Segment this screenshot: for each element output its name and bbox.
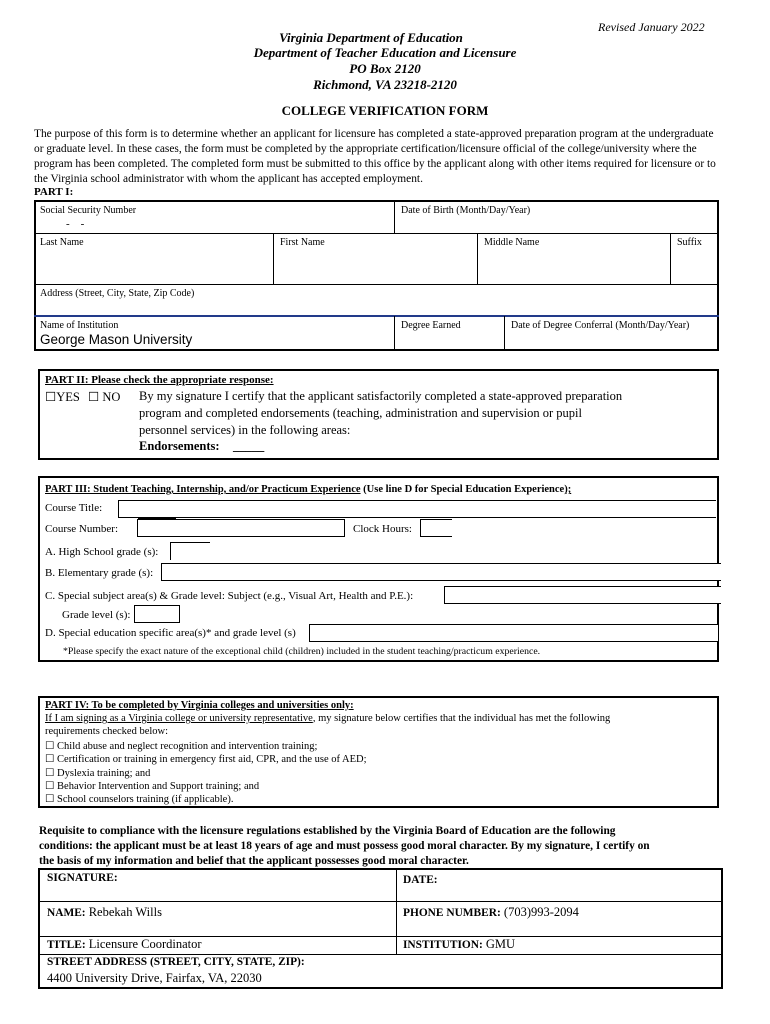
grade-level-label: Grade level (s): (62, 609, 131, 621)
endorsements-field[interactable]: _____ (233, 439, 265, 453)
middle-name-label: Middle Name (484, 237, 540, 248)
grade-level-field[interactable] (134, 605, 180, 623)
part4-item-dyslexia[interactable]: ☐ Dyslexia training; and (45, 768, 151, 779)
header-department: Department of Teacher Education and Licensure (253, 45, 517, 60)
part4-intro-2: requirements checked below: (45, 726, 169, 737)
last-name-label: Last Name (40, 237, 84, 248)
part4-intro-underlined: If I am signing as a Virginia college or university representative (45, 713, 313, 724)
high-school-label: A. High School grade (s): (45, 546, 159, 558)
title-label: TITLE: (47, 939, 86, 951)
part3-title-end: ); (564, 484, 572, 495)
elementary-field[interactable] (161, 563, 721, 581)
street-address-field[interactable]: 4400 University Drive, Fairfax, VA, 22030 (47, 971, 262, 985)
part4-item-first-aid[interactable]: ☐ Certification or training in emergency first aid, CPR, and the use of AED; (45, 754, 367, 765)
course-number-field[interactable] (137, 519, 345, 537)
name-label: NAME: (47, 907, 86, 919)
yes-checkbox[interactable]: ☐YES (45, 390, 80, 404)
title-row (47, 937, 202, 952)
form-title: COLLEGE VERIFICATION FORM (281, 103, 489, 118)
conferral-date-label: Date of Degree Conferral (Month/Day/Year) (511, 320, 690, 331)
institution-row (403, 937, 515, 952)
signature-label: SIGNATURE: (47, 872, 118, 884)
phone-label: PHONE NUMBER: (403, 907, 501, 919)
address-label: Address (Street, City, State, Zip Code) (40, 288, 195, 299)
revised-date: Revised January 2022 (598, 20, 705, 34)
part3-title-main: PART III: Student Teaching, Internship, and/or Practicum Experience (45, 484, 361, 495)
part3-title-note: (Use line D for Special Education Experience (360, 484, 565, 495)
high-school-field[interactable] (170, 542, 210, 560)
course-title-field[interactable] (118, 500, 716, 518)
part3-note: *Please specify the exact nature of the exceptional child (children) included in the student teaching/practicum experience. (63, 646, 541, 657)
no-checkbox[interactable]: ☐ NO (88, 390, 121, 404)
phone-row (403, 905, 579, 920)
endorsements-label: Endorsements: (139, 439, 220, 453)
special-ed-field[interactable] (309, 624, 718, 642)
institution-field[interactable]: George Mason University (40, 332, 193, 347)
name-row (47, 905, 162, 920)
first-name-label: First Name (280, 237, 325, 248)
header-agency: Virginia Department of Education (279, 30, 463, 45)
part4-item-child-abuse[interactable]: ☐ Child abuse and neglect recognition and intervention training; (45, 741, 318, 752)
special-subject-field[interactable] (444, 586, 721, 604)
sig-institution-field[interactable]: GMU (485, 937, 516, 951)
intro-paragraph: The purpose of this form is to determine whether an applicant for licensure has completed a state-approved preparation program at the undergraduate or graduate level. In these cases, the form must be completed by the appropriate certification/licensure official of the college/university where the program has been completed. The completed form must be submitted to this office by the applicant along with other items required for licensure or to the Virginia school administrator with whom the applicant has accepted employment. (34, 128, 716, 185)
course-number-label: Course Number: (45, 523, 119, 535)
part2-title: PART II: Please check the appropriate response: (45, 374, 274, 386)
institution-label: Name of Institution (40, 320, 119, 331)
part4-title: PART IV: To be completed by Virginia colleges and universities only: (45, 700, 354, 711)
sig-institution-label: INSTITUTION: (403, 939, 483, 951)
requisite-line-3: the basis of my information and belief that the applicant possesses good moral character. (39, 855, 469, 867)
ssn-label: Social Security Number (40, 205, 137, 216)
part4-item-behavior[interactable]: ☐ Behavior Intervention and Support training; and (45, 781, 260, 792)
clock-hours-label: Clock Hours: (353, 523, 412, 535)
course-title-label: Course Title: (45, 502, 103, 514)
special-subject-label: C. Special subject area(s) & Grade level: Subject (e.g., Visual Art, Health and P.E.): (45, 590, 414, 602)
special-ed-label: D. Special education specific area(s)* and grade level (s) (45, 627, 296, 639)
part4-intro-rest: , my signature below certifies that the individual has met the following (312, 713, 611, 724)
name-field[interactable]: Rebekah Wills (88, 905, 162, 919)
degree-earned-label: Degree Earned (401, 320, 461, 331)
elementary-label: B. Elementary grade (s): (45, 567, 154, 579)
part2-statement-1: By my signature I certify that the applicant satisfactorily completed a state-approved preparation (139, 389, 623, 403)
part4-intro (45, 713, 610, 724)
header-city: Richmond, VA 23218-2120 (313, 77, 457, 92)
part4-item-counselors[interactable]: ☐ School counselors training (if applicable). (45, 794, 234, 805)
part2-statement-3: personnel services) in the following areas: (139, 423, 351, 437)
part1-title: PART I: (34, 186, 74, 198)
clock-hours-field[interactable] (420, 519, 452, 537)
requisite-line-1: Requisite to compliance with the licensure regulations established by the Virginia Board of Education are the following (39, 825, 616, 837)
street-address-label: STREET ADDRESS (STREET, CITY, STATE, ZIP): (47, 956, 305, 968)
part3-title (45, 484, 571, 495)
header-po-box: PO Box 2120 (349, 61, 421, 76)
requisite-line-2: conditions: the applicant must be at least 18 years of age and must possess good moral character. By my signature, I certify on (39, 840, 650, 852)
title-field[interactable]: Licensure Coordinator (88, 937, 202, 951)
ssn-field[interactable]: - - (66, 218, 85, 230)
suffix-label: Suffix (677, 237, 702, 248)
date-label: DATE: (403, 874, 438, 886)
dob-label: Date of Birth (Month/Day/Year) (401, 205, 531, 216)
phone-field[interactable]: (703)993-2094 (503, 905, 579, 919)
part2-statement-2: program and completed endorsements (teaching, administration and supervision or pupil (139, 406, 582, 420)
